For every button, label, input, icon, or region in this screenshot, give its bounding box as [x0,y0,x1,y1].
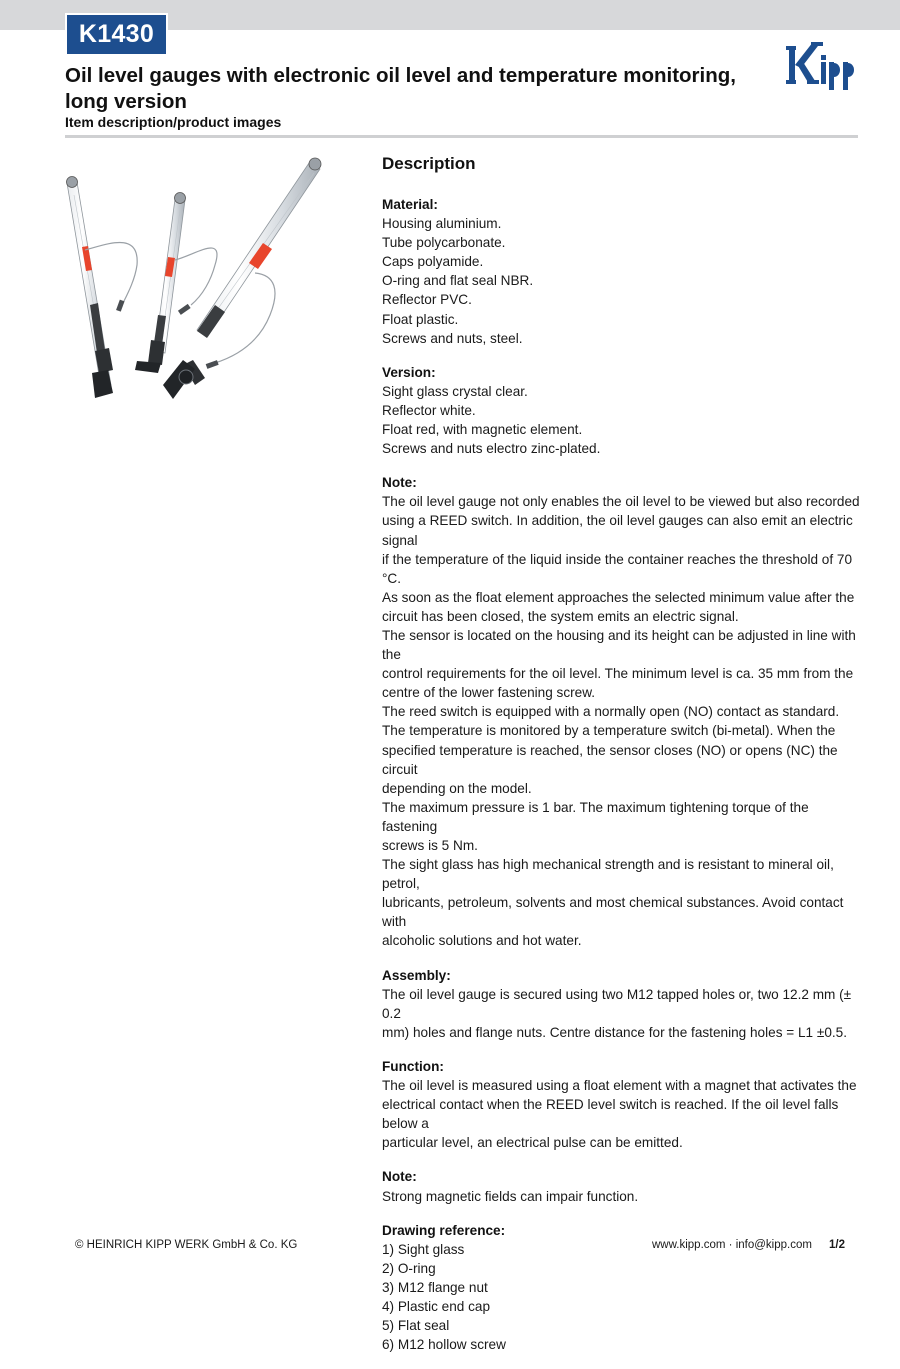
section-label: Drawing reference: [382,1222,506,1238]
assembly-section [382,966,860,1042]
section-label: Assembly: [382,967,451,983]
material-section [382,195,860,348]
section-label: Material: [382,197,438,212]
section-label: Note: [382,1169,417,1185]
text-line: Strong magnetic fields can impair function. [382,1188,639,1204]
text-line: The oil level gauge not only enables the oil level to be viewed but also recorded [382,494,860,510]
section-label: Function: [382,1058,444,1074]
text-line: Reflector white. [382,402,476,418]
text-line: lubricants, petroleum, solvents and most chemical substances. Avoid contact with [382,895,844,930]
text-line: alcoholic solutions and hot water. [382,933,582,949]
section-label: Note: [382,475,417,491]
item-code-badge: K1430 [65,13,168,56]
list-item: 5) Flat seal [382,1318,450,1334]
text-line: Housing aluminium. [382,216,502,232]
text-line: The reed switch is equipped with a normally open (NO) contact as standard. [382,704,840,720]
text-line: screws is 5 Nm. [382,838,478,853]
text-line: O-ring and flat seal NBR. [382,273,534,289]
text-line: centre of the lower fastening screw. [382,685,596,701]
text-line: using a REED switch. In addition, the oil level gauges can also emit an electric signal [382,513,853,548]
text-line: The oil level gauge is secured using two M12 tapped holes or, two 12.2 mm (± 0.2 [382,986,852,1021]
text-line: electrical contact when the REED level switch is reached. If the oil level falls below a [382,1097,839,1132]
text-line: if the temperature of the liquid inside the container reaches the threshold of 70 °C. [382,551,853,586]
text-line: Screws and nuts electro zinc-plated. [382,441,601,457]
text-line: The oil level is measured using a float element with a magnet that activates the [382,1078,857,1094]
product-image [65,155,323,410]
text-line: mm) holes and flange nuts. Centre distance for the fastening holes = L1 ±0.5. [382,1024,848,1040]
note-magnetic-section [382,1167,860,1205]
header-divider [65,135,858,138]
page-subtitle: Item description/product images [65,114,282,130]
version-section [382,363,860,458]
text-line: The sensor is located on the housing and its height can be adjusted in line with the [382,627,856,663]
list-item: 3) M12 flange nut [382,1279,488,1295]
list-item: 1) Sight glass [382,1241,465,1257]
text-line: Reflector PVC. [382,292,472,308]
text-line: Float red, with magnetic element. [382,422,583,438]
description-column [382,153,860,1369]
text-line: Caps polyamide. [382,254,484,270]
list-item: 2) O-ring [382,1260,436,1276]
list-item: 6) M12 hollow screw [382,1337,506,1353]
page-title: Oil level gauges with electronic oil level and temperature monitoring, long version [65,64,736,113]
text-line: control requirements for the oil level. The minimum level is ca. 35 mm from the [382,666,854,682]
page-number: 1/2 [829,1239,845,1251]
text-line: The sight glass has high mechanical strength and is resistant to mineral oil, petrol, [382,857,834,892]
text-line: Screws and nuts, steel. [382,330,523,346]
list-item: 4) Plastic end cap [382,1298,491,1314]
note-section [382,473,860,950]
function-section [382,1057,860,1152]
description-heading: Description [382,154,476,173]
text-line: Float plastic. [382,311,459,327]
text-line: The maximum pressure is 1 bar. The maximum tightening torque of the fastening [382,799,809,834]
kipp-logo [783,38,859,92]
text-line: specified temperature is reached, the sensor closes (NO) or opens (NC) the circuit [382,742,838,777]
footer-copyright: © HEINRICH KIPP WERK GmbH & Co. KG [75,1239,298,1251]
text-line: Sight glass crystal clear. [382,383,528,399]
footer-contact: www.kipp.com · info@kipp.com [652,1239,812,1251]
text-line: As soon as the float element approaches the selected minimum value after the [382,589,855,605]
text-line: depending on the model. [382,780,532,796]
text-line: particular level, an electrical pulse can be emitted. [382,1135,683,1151]
text-line: circuit has been closed, the system emits an electric signal. [382,608,739,624]
text-line: The temperature is monitored by a temperature switch (bi-metal). When the [382,723,836,739]
section-label: Version: [382,364,436,380]
text-line: Tube polycarbonate. [382,235,506,251]
